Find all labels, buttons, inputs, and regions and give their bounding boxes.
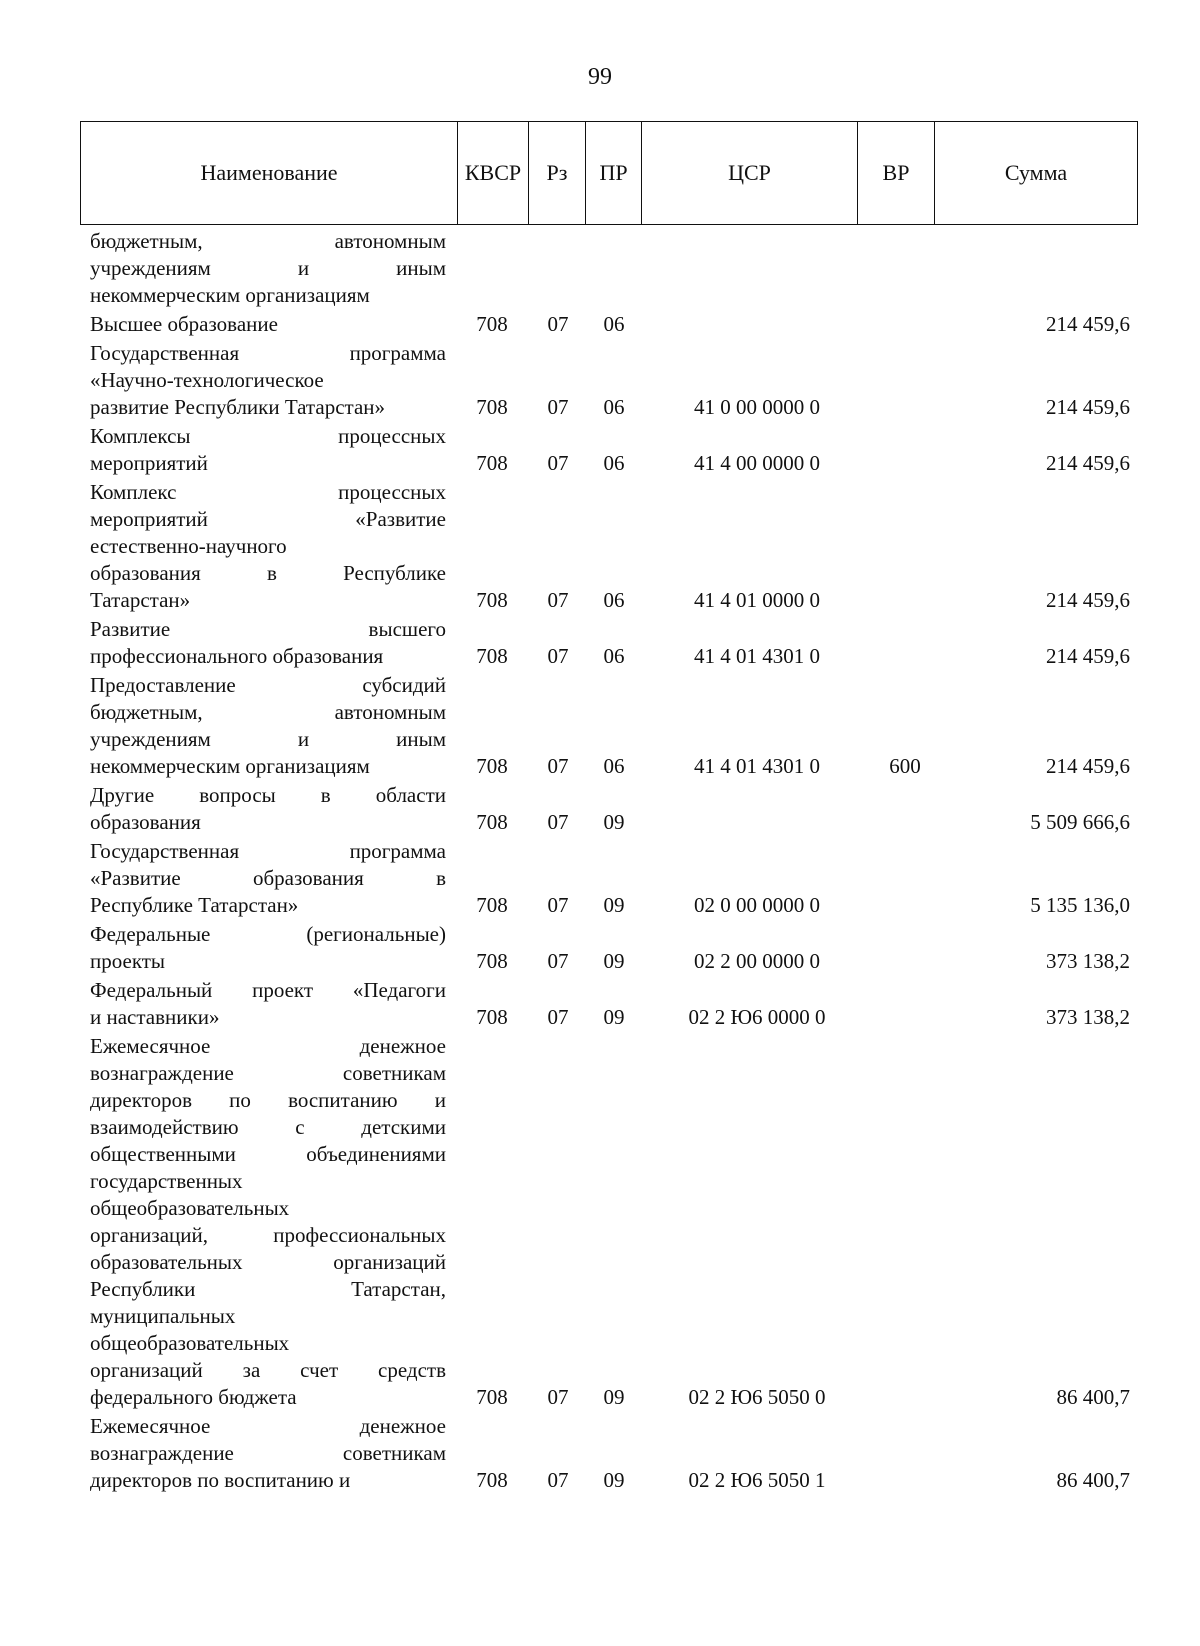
row-name-line: Ежемесячное денежное xyxy=(90,1034,446,1058)
row-kvsr: 708 xyxy=(476,1385,508,1409)
row-name-line: и наставники» xyxy=(90,1005,220,1029)
row-rz: 07 xyxy=(547,451,569,475)
row-pr: 09 xyxy=(603,893,625,917)
row-sum: 373 138,2 xyxy=(1046,1005,1130,1029)
row-vr: 600 xyxy=(889,754,921,778)
row-sum: 5 135 136,0 xyxy=(1030,893,1130,917)
row-sum: 214 459,6 xyxy=(1046,451,1130,475)
row-name xyxy=(90,782,446,836)
row-kvsr: 708 xyxy=(476,754,508,778)
page-number: 99 xyxy=(588,64,612,90)
row-pr: 09 xyxy=(603,1468,625,1492)
table-row xyxy=(90,340,1138,421)
row-name-line: учреждениям и иным xyxy=(90,727,446,751)
row-sum: 373 138,2 xyxy=(1046,949,1130,973)
row-kvsr: 708 xyxy=(476,644,508,668)
row-name-line: вознаграждение советникам xyxy=(90,1061,446,1085)
row-name xyxy=(90,838,446,919)
table-row xyxy=(90,479,1138,614)
row-name xyxy=(90,616,446,670)
row-name-line: Государственная программа xyxy=(90,839,446,863)
row-name-line: учреждениям и иным xyxy=(90,256,446,280)
row-rz: 07 xyxy=(547,1385,569,1409)
row-rz: 07 xyxy=(547,1005,569,1029)
row-name-line: общеобразовательных xyxy=(90,1331,290,1355)
table-row xyxy=(90,838,1138,919)
row-name xyxy=(90,479,446,614)
row-name-line: взаимодействию с детскими xyxy=(90,1115,446,1139)
row-name-line: профессионального образования xyxy=(90,644,384,668)
row-name-line: Высшее образование xyxy=(90,312,278,336)
row-name-line: бюджетным, автономным xyxy=(90,229,446,253)
table-body xyxy=(90,228,1138,1496)
row-kvsr: 708 xyxy=(476,395,508,419)
row-rz: 07 xyxy=(547,893,569,917)
row-name-line: организаций, профессиональных xyxy=(90,1223,446,1247)
row-name-line: Федеральные (региональные) xyxy=(90,922,446,946)
row-pr: 06 xyxy=(603,588,625,612)
table-row xyxy=(90,423,1138,477)
row-sum: 214 459,6 xyxy=(1046,395,1130,419)
row-rz: 07 xyxy=(547,395,569,419)
row-name-line: мероприятий xyxy=(90,451,208,475)
row-kvsr: 708 xyxy=(476,893,508,917)
row-pr: 06 xyxy=(603,451,625,475)
row-name-line: общественными объединениями xyxy=(90,1142,446,1166)
table-row xyxy=(90,311,1138,338)
header-rz: Рз xyxy=(529,122,586,224)
table-row xyxy=(90,977,1138,1031)
table-row xyxy=(90,1413,1138,1494)
header-sum: Сумма xyxy=(1004,160,1068,185)
row-rz: 07 xyxy=(547,1468,569,1492)
table-row xyxy=(90,921,1138,975)
row-name xyxy=(90,311,446,338)
row-csr: 41 4 01 0000 0 xyxy=(694,588,820,612)
row-sum: 214 459,6 xyxy=(1046,588,1130,612)
row-sum: 86 400,7 xyxy=(1056,1385,1130,1409)
header-csr: ЦСР xyxy=(642,122,858,224)
row-name-line: мероприятий «Развитие xyxy=(90,507,446,531)
row-name-line: бюджетным, автономным xyxy=(90,700,446,724)
table-row xyxy=(90,782,1138,836)
row-rz: 07 xyxy=(547,588,569,612)
row-name xyxy=(90,1033,446,1411)
row-name xyxy=(90,672,446,780)
row-name xyxy=(90,977,446,1031)
row-name-line: «Научно-технологическое xyxy=(90,368,324,392)
row-name-line: федерального бюджета xyxy=(90,1385,297,1409)
table-row xyxy=(90,672,1138,780)
row-name-line: некоммерческим организациям xyxy=(90,754,370,778)
table-row xyxy=(90,228,1138,309)
header-pr: ПР xyxy=(586,122,642,224)
row-kvsr: 708 xyxy=(476,810,508,834)
row-name-line: образовательных организаций xyxy=(90,1250,446,1274)
row-name-line: муниципальных xyxy=(90,1304,236,1328)
row-name-line: государственных xyxy=(90,1169,243,1193)
row-name-line: директоров по воспитанию и xyxy=(90,1468,351,1492)
row-name xyxy=(90,423,446,477)
row-sum: 86 400,7 xyxy=(1056,1468,1130,1492)
row-pr: 09 xyxy=(603,1005,625,1029)
row-csr: 02 2 00 0000 0 xyxy=(694,949,820,973)
header-kvsr: КВСР xyxy=(458,122,529,224)
row-pr: 09 xyxy=(603,949,625,973)
row-pr: 06 xyxy=(603,754,625,778)
row-csr: 41 4 01 4301 0 xyxy=(694,754,820,778)
row-csr: 41 4 00 0000 0 xyxy=(694,451,820,475)
row-kvsr: 708 xyxy=(476,451,508,475)
row-name-line: Республике Татарстан» xyxy=(90,893,299,917)
row-rz: 07 xyxy=(547,754,569,778)
row-name-line: образования xyxy=(90,810,201,834)
row-pr: 06 xyxy=(603,644,625,668)
row-kvsr: 708 xyxy=(476,588,508,612)
row-name-line: проекты xyxy=(90,949,166,973)
row-name-line: «Развитие образования в xyxy=(90,866,446,890)
row-name-line: некоммерческим организациям xyxy=(90,283,370,307)
row-kvsr: 708 xyxy=(476,1005,508,1029)
row-sum: 214 459,6 xyxy=(1046,644,1130,668)
row-name-line: Развитие высшего xyxy=(90,617,446,641)
row-csr: 02 0 00 0000 0 xyxy=(694,893,820,917)
row-name-line: развитие Республики Татарстан» xyxy=(90,395,386,419)
row-name-line: Татарстан» xyxy=(90,588,191,612)
row-name-line: Республики Татарстан, xyxy=(90,1277,446,1301)
row-rz: 07 xyxy=(547,644,569,668)
row-name xyxy=(90,228,446,309)
row-name-line: Государственная программа xyxy=(90,341,446,365)
row-name-line: организаций за счет средств xyxy=(90,1358,446,1382)
row-name xyxy=(90,921,446,975)
row-csr: 41 4 01 4301 0 xyxy=(694,644,820,668)
row-csr: 02 2 Ю6 5050 1 xyxy=(688,1468,826,1492)
row-sum: 214 459,6 xyxy=(1046,312,1130,336)
row-name-line: Комплекс процессных xyxy=(90,480,446,504)
row-name-line: естественно-научного xyxy=(90,534,287,558)
row-name-line: директоров по воспитанию и xyxy=(90,1088,446,1112)
header-name: Наименование xyxy=(81,122,458,224)
row-name-line: образования в Республике xyxy=(90,561,446,585)
row-name-line: общеобразовательных xyxy=(90,1196,290,1220)
row-rz: 07 xyxy=(547,810,569,834)
row-name xyxy=(90,340,446,421)
row-name xyxy=(90,1413,446,1494)
row-name-line: вознаграждение советникам xyxy=(90,1441,446,1465)
row-name-line: Ежемесячное денежное xyxy=(90,1414,446,1438)
row-csr: 41 0 00 0000 0 xyxy=(694,395,820,419)
row-pr: 06 xyxy=(603,312,625,336)
row-name-line: Комплексы процессных xyxy=(90,424,446,448)
row-name-line: Федеральный проект «Педагоги xyxy=(90,978,446,1002)
table-row xyxy=(90,1033,1138,1411)
row-sum: 214 459,6 xyxy=(1046,754,1130,778)
row-name-line: Предоставление субсидий xyxy=(90,673,446,697)
row-pr: 06 xyxy=(603,395,625,419)
row-kvsr: 708 xyxy=(476,949,508,973)
row-pr: 09 xyxy=(603,810,625,834)
row-rz: 07 xyxy=(547,312,569,336)
row-sum: 5 509 666,6 xyxy=(1030,810,1130,834)
row-name-line: Другие вопросы в области xyxy=(90,783,446,807)
row-kvsr: 708 xyxy=(476,312,508,336)
table-row xyxy=(90,616,1138,670)
row-pr: 09 xyxy=(603,1385,625,1409)
header-vr: ВР xyxy=(858,122,935,224)
row-kvsr: 708 xyxy=(476,1468,508,1492)
row-rz: 07 xyxy=(547,949,569,973)
row-csr: 02 2 Ю6 0000 0 xyxy=(688,1005,826,1029)
row-csr: 02 2 Ю6 5050 0 xyxy=(688,1385,826,1409)
table-header xyxy=(80,121,1138,225)
